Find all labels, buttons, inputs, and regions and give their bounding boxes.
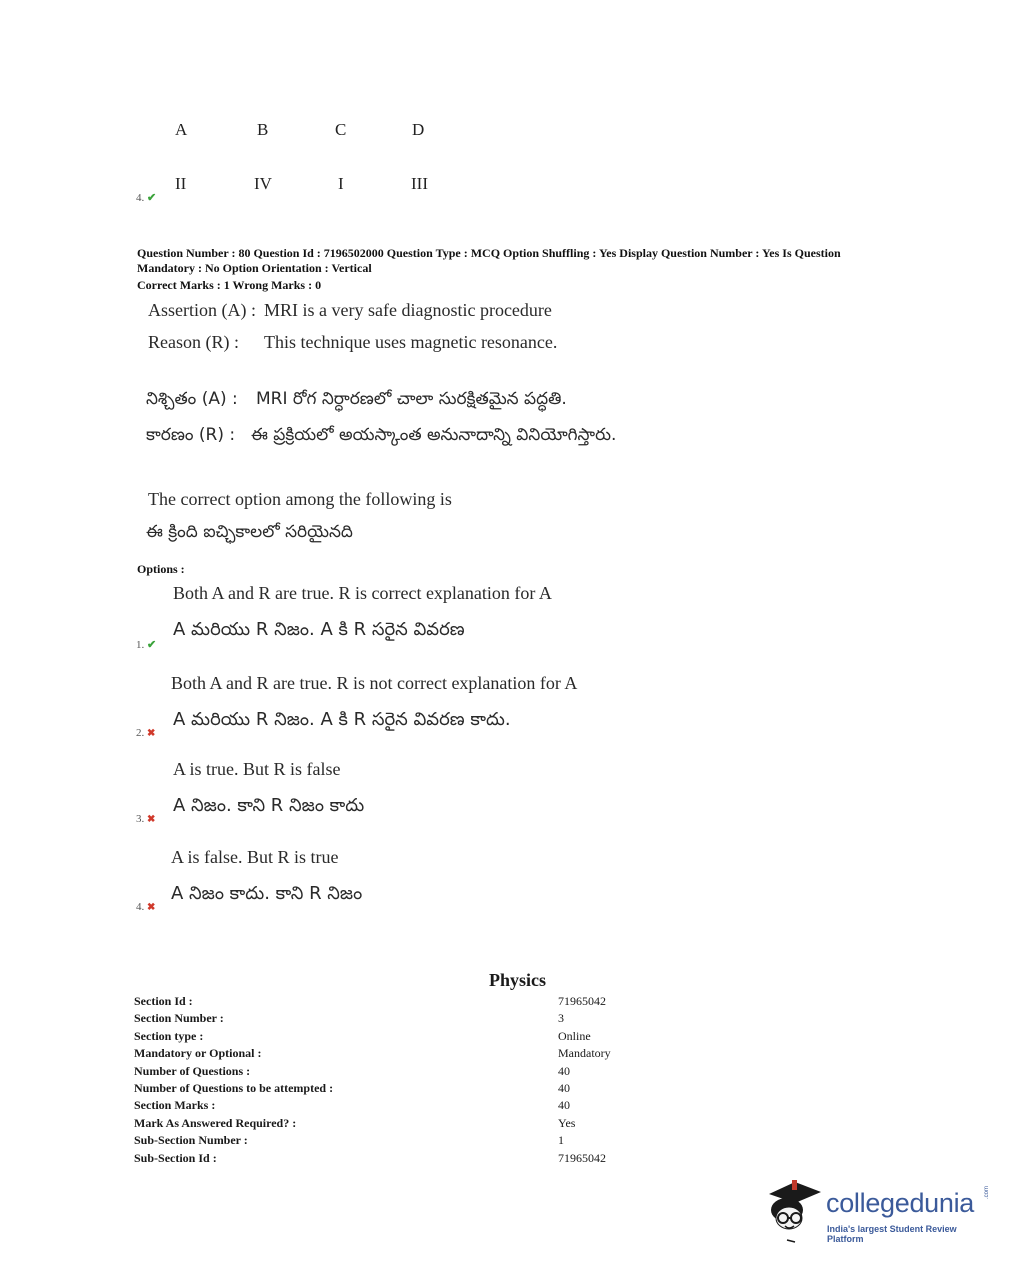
assertion-text: MRI is a very safe diagnostic procedure [264, 300, 552, 320]
match-value-b: IV [254, 174, 272, 193]
section-info-value: 71965042 [558, 1150, 606, 1165]
section-info-label: Section Marks : [134, 1098, 216, 1113]
section-info-label: Number of Questions : [134, 1063, 251, 1078]
section-info-value: Yes [558, 1115, 576, 1130]
section-info-label: Section Number : [134, 1011, 224, 1026]
section-info-value: 71965042 [558, 994, 606, 1008]
question-meta-line3: Correct Marks : 1 Wrong Marks : 0 [137, 278, 322, 292]
option-2-number-text: 2. [136, 727, 145, 739]
match-header-c: C [335, 120, 347, 139]
section-info-label: Section type : [134, 1028, 204, 1043]
reason-label: Reason (R) : [148, 332, 239, 352]
check-icon: ✔ [147, 192, 157, 204]
option-4-number-text: 4. [136, 901, 145, 913]
section-info-row [134, 1098, 654, 1115]
assertion-te-label: నిశ్చితం (A) : [146, 389, 238, 409]
logo-wordmark: collegedunia [826, 1188, 975, 1218]
prev-option-number [136, 191, 156, 204]
option-4-en: A is false. But R is true [171, 847, 339, 867]
section-info-row [134, 1011, 654, 1028]
section-info-label: Mark As Answered Required? : [134, 1115, 297, 1130]
graduate-mascot-icon [765, 1176, 825, 1246]
option-4-te: A నిజం కాదు. కాని R నిజం [171, 883, 363, 904]
section-info-row [134, 1116, 654, 1133]
cross-icon: ✖ [147, 728, 156, 739]
prompt-te: ఈ క్రింది ఐచ్ఛికాలలో సరియైనది [146, 522, 353, 542]
options-label: Options : [137, 562, 185, 576]
section-info-value: 1 [558, 1133, 564, 1148]
section-info-value: 40 [558, 1081, 570, 1095]
section-info-label: Mandatory or Optional : [134, 1046, 262, 1061]
option-1-en: Both A and R are true. R is correct explanation for A [173, 583, 552, 603]
section-info-value: Online [558, 1028, 591, 1043]
collegedunia-logo [765, 1176, 995, 1246]
section-info-value: 40 [558, 1063, 570, 1078]
match-header-b: B [257, 120, 269, 139]
section-info-value: Mandatory [558, 1046, 611, 1061]
option-3-number [136, 813, 155, 825]
section-info-label: Sub-Section Number : [134, 1133, 248, 1148]
section-info-row [134, 1064, 654, 1081]
option-4-number [136, 901, 155, 913]
option-2-te: A మరియు R నిజం. A కి R సరైన వివరణ కాదు. [173, 709, 511, 730]
logo-suffix: .com [984, 1185, 990, 1199]
assertion-te-text: MRI రోగ నిర్ధారణలో చాలా సురక్షితమైన పద్ధతి. [256, 389, 567, 409]
match-header-d: D [412, 120, 425, 139]
option-2-number [136, 727, 155, 739]
match-value-c: I [338, 174, 344, 193]
section-info-label: Section Id : [134, 994, 193, 1008]
section-info-value: 3 [558, 1011, 564, 1026]
match-value-d: III [411, 174, 428, 193]
section-info-row [134, 1046, 654, 1063]
prev-option-number-text: 4. [136, 192, 145, 204]
reason-te-text: ఈ ప్రక్రియలో అయస్కాంత అనునాదాన్ని వినియోగిస్తారు. [251, 425, 617, 445]
logo-tagline: India's largest Student Review Platform [827, 1224, 957, 1244]
prompt-en: The correct option among the following is [148, 489, 452, 509]
cross-icon: ✖ [147, 902, 156, 913]
section-info-value: 40 [558, 1098, 570, 1113]
option-3-te: A నిజం. కాని R నిజం కాదు [173, 795, 365, 816]
section-info-row [134, 1133, 654, 1150]
section-info-row [134, 1029, 654, 1046]
option-2-en: Both A and R are true. R is not correct explanation for A [171, 673, 578, 693]
section-info-row [134, 1081, 654, 1098]
cross-icon: ✖ [147, 814, 156, 825]
question-meta-line1: Question Number : 80 Question Id : 7196502000 Question Type : MCQ Option Shuffling : Yes Display Question Number : Yes Is Question [137, 246, 841, 260]
option-1-number-text: 1. [136, 639, 145, 651]
option-3-en: A is true. But R is false [173, 759, 341, 779]
option-1-te: A మరియు R నిజం. A కి R సరైన వివరణ [173, 619, 465, 640]
match-value-a: II [175, 174, 187, 193]
option-3-number-text: 3. [136, 813, 145, 825]
question-meta-line2: Mandatory : No Option Orientation : Vertical [137, 261, 372, 275]
section-title: Physics [489, 970, 547, 990]
option-1-number [136, 638, 156, 651]
section-info-label: Number of Questions to be attempted : [134, 1081, 334, 1095]
assertion-label: Assertion (A) : [148, 300, 256, 320]
reason-text: This technique uses magnetic resonance. [264, 332, 558, 352]
reason-te-label: కారణం (R) : [146, 425, 236, 445]
section-info-row [134, 994, 654, 1011]
section-info-row [134, 1151, 654, 1168]
match-header-a: A [175, 120, 188, 139]
check-icon: ✔ [147, 639, 157, 651]
section-info-label: Sub-Section Id : [134, 1150, 217, 1165]
